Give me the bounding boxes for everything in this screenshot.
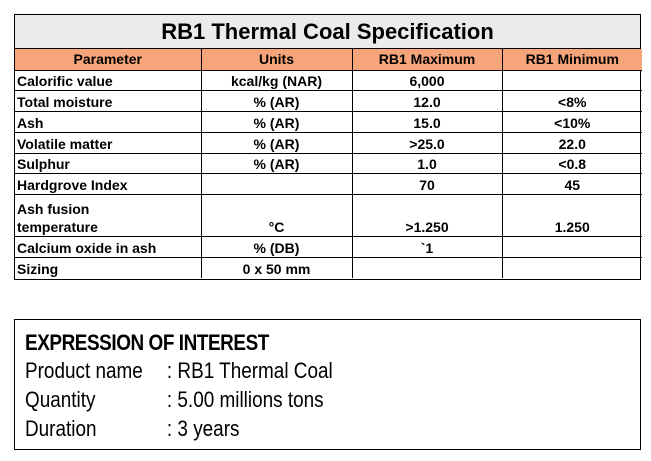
expression-of-interest-panel bbox=[14, 319, 641, 450]
table-row bbox=[15, 112, 642, 133]
cell-min: 45 bbox=[502, 174, 642, 195]
eoi-row-product bbox=[25, 356, 554, 385]
eoi-value: : 5.00 millions tons bbox=[166, 387, 324, 412]
cell-parameter: Sizing bbox=[15, 258, 201, 279]
table-row bbox=[15, 153, 642, 174]
cell-units: °C bbox=[201, 195, 352, 237]
table-row bbox=[15, 132, 642, 153]
table-row bbox=[15, 237, 642, 258]
eoi-row-quantity bbox=[25, 385, 554, 414]
spec-table-panel bbox=[14, 14, 641, 280]
spec-table bbox=[15, 49, 642, 278]
table-row bbox=[15, 258, 642, 279]
cell-units: % (AR) bbox=[201, 153, 352, 174]
cell-parameter: Volatile matter bbox=[15, 132, 201, 153]
cell-max: 15.0 bbox=[352, 112, 502, 133]
cell-parameter bbox=[15, 195, 201, 237]
cell-max bbox=[352, 258, 502, 279]
header-units: Units bbox=[201, 49, 352, 70]
cell-units: 0 x 50 mm bbox=[201, 258, 352, 279]
cell-min: <10% bbox=[502, 112, 642, 133]
eoi-label: Product name bbox=[25, 358, 143, 383]
header-max: RB1 Maximum bbox=[352, 49, 502, 70]
eoi-value: : RB1 Thermal Coal bbox=[166, 358, 333, 383]
cell-max: >1.250 bbox=[352, 195, 502, 237]
cell-max: `1 bbox=[352, 237, 502, 258]
cell-max: 12.0 bbox=[352, 91, 502, 112]
cell-max: 1.0 bbox=[352, 153, 502, 174]
cell-parameter: Hardgrove Index bbox=[15, 174, 201, 195]
cell-units: % (DB) bbox=[201, 237, 352, 258]
cell-parameter: Calorific value bbox=[15, 70, 201, 91]
cell-min bbox=[502, 258, 642, 279]
cell-units bbox=[201, 174, 352, 195]
cell-units: kcal/kg (NAR) bbox=[201, 70, 352, 91]
eoi-row-duration bbox=[25, 414, 554, 443]
eoi-label: Duration bbox=[25, 416, 97, 441]
header-min: RB1 Minimum bbox=[502, 49, 642, 70]
cell-max: 70 bbox=[352, 174, 502, 195]
parameter-line: temperature bbox=[17, 219, 98, 236]
spec-title: RB1 Thermal Coal Specification bbox=[15, 15, 640, 49]
cell-units: % (AR) bbox=[201, 132, 352, 153]
cell-min bbox=[502, 237, 642, 258]
cell-parameter: Ash bbox=[15, 112, 201, 133]
eoi-value: : 3 years bbox=[166, 416, 240, 441]
table-row bbox=[15, 174, 642, 195]
table-row bbox=[15, 195, 642, 237]
cell-units: % (AR) bbox=[201, 112, 352, 133]
cell-min: 1.250 bbox=[502, 195, 642, 237]
table-row bbox=[15, 70, 642, 91]
spec-header-row bbox=[15, 49, 642, 70]
cell-min bbox=[502, 70, 642, 91]
cell-parameter: Calcium oxide in ash bbox=[15, 237, 201, 258]
cell-min: <8% bbox=[502, 91, 642, 112]
cell-parameter: Sulphur bbox=[15, 153, 201, 174]
eoi-label: Quantity bbox=[25, 387, 96, 412]
header-parameter: Parameter bbox=[15, 49, 201, 70]
cell-min: 22.0 bbox=[502, 132, 642, 153]
cell-max: >25.0 bbox=[352, 132, 502, 153]
cell-parameter: Total moisture bbox=[15, 91, 201, 112]
cell-max: 6,000 bbox=[352, 70, 502, 91]
cell-units: % (AR) bbox=[201, 91, 352, 112]
cell-min: <0.8 bbox=[502, 153, 642, 174]
eoi-title: EXPRESSION OF INTEREST bbox=[25, 330, 269, 355]
parameter-line: Ash fusion bbox=[17, 201, 90, 218]
table-row bbox=[15, 91, 642, 112]
